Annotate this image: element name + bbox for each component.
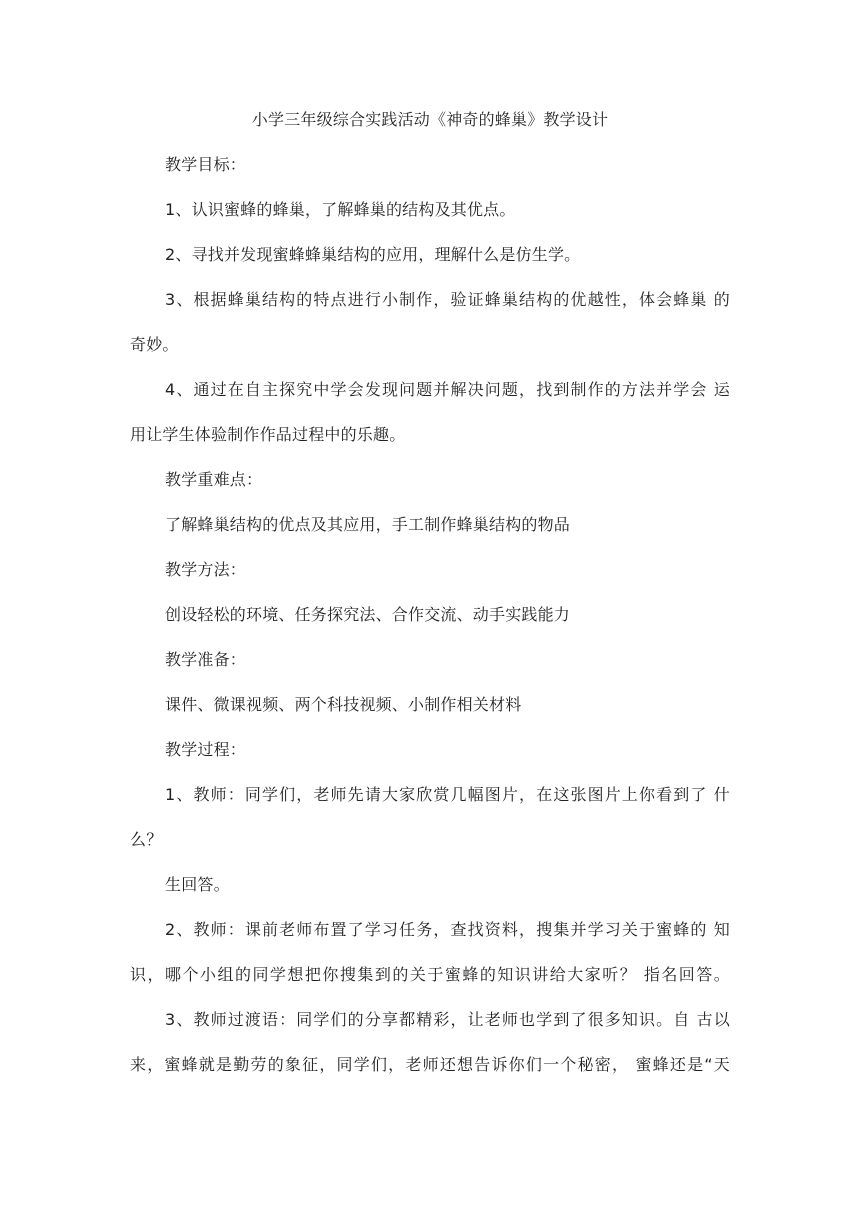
process-heading: 教学过程：	[165, 740, 247, 759]
process-step-2-line-1: 2、教师：课前老师布置了学习任务，查找资料，搜集并学习关于蜜蜂的 知	[165, 920, 730, 939]
student-answer: 生回答。	[165, 875, 230, 894]
preparation-heading: 教学准备：	[165, 650, 247, 669]
goal-item-3-line-1: 3、根据蜂巢结构的特点进行小制作，验证蜂巢结构的优越性，体会蜂巢 的	[165, 290, 730, 309]
goal-item-1: 1、认识蜜蜂的蜂巢，了解蜂巢的结构及其优点。	[165, 200, 516, 219]
methods-heading: 教学方法：	[165, 560, 247, 579]
methods-text: 创设轻松的环境、任务探究法、合作交流、动手实践能力	[165, 605, 571, 624]
key-points-heading: 教学重难点：	[165, 470, 263, 489]
process-step-2-line-2: 识，哪个小组的同学想把你搜集到的关于蜜蜂的知识讲给大家听？ 指名回答。	[130, 965, 730, 984]
goals-heading: 教学目标：	[165, 155, 247, 174]
key-points-text: 了解蜂巢结构的优点及其应用，手工制作蜂巢结构的物品	[165, 515, 571, 534]
preparation-text: 课件、微课视频、两个科技视频、小制作相关材料	[165, 695, 522, 714]
goal-item-2: 2、寻找并发现蜜蜂蜂巢结构的应用，理解什么是仿生学。	[165, 245, 581, 264]
process-step-3-line-2: 来，蜜蜂就是勤劳的象征，同学们，老师还想告诉你们一个秘密， 蜜蜂还是“天	[130, 1055, 730, 1074]
document-title: 小学三年级综合实践活动《神奇的蜂巢》教学设计	[251, 110, 609, 129]
goal-item-4-line-2: 用让学生体验制作作品过程中的乐趣。	[130, 425, 406, 444]
process-step-3-line-1: 3、教师过渡语：同学们的分享都精彩，让老师也学到了很多知识。自 古以	[165, 1010, 730, 1029]
goal-item-3-line-2: 奇妙。	[130, 335, 179, 354]
goal-item-4-line-1: 4、通过在自主探究中学会发现问题并解决问题，找到制作的方法并学会 运	[165, 380, 730, 399]
process-step-1-line-2: 么？	[130, 830, 163, 849]
process-step-1-line-1: 1、教师：同学们，老师先请大家欣赏几幅图片，在这张图片上你看到了 什	[165, 785, 730, 804]
